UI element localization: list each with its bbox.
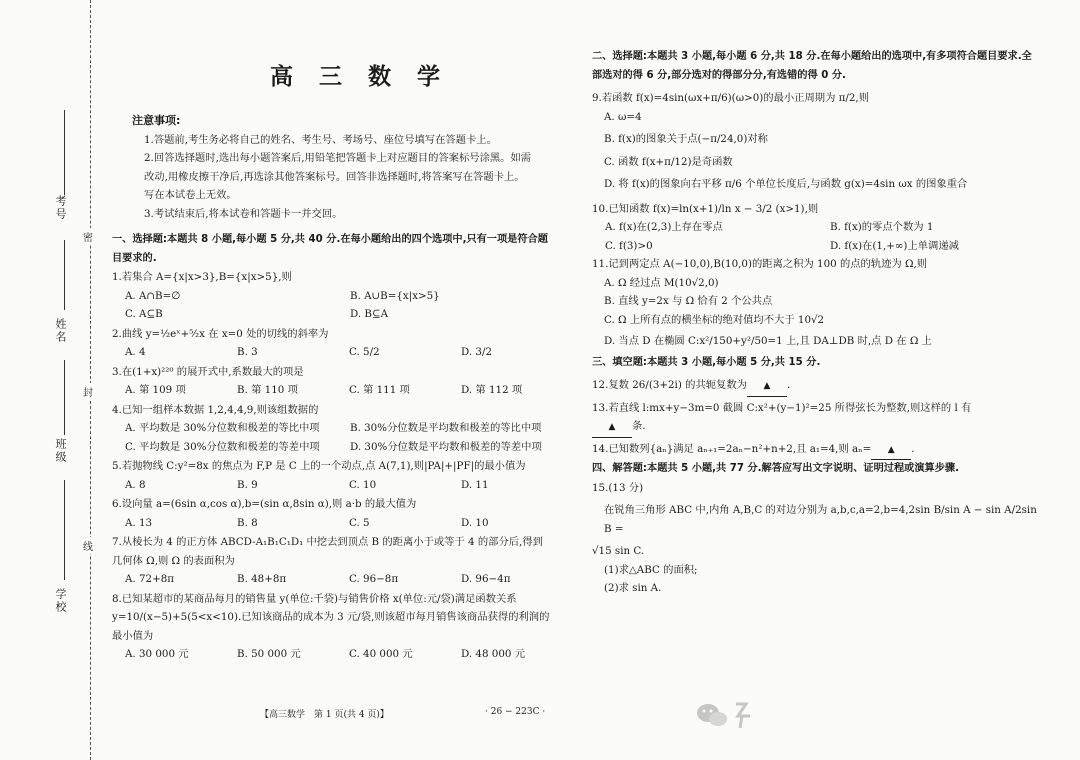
question-13: 13.若直线 l:mx+y−3m=0 截圆 C:x²+(y−1)²=25 所得弦长为整数,则这样的 l 有 bbox=[592, 401, 972, 414]
q12-text: 12.复数 26/(3+2i) 的共轭复数为 bbox=[592, 379, 747, 391]
q1-options bbox=[112, 287, 552, 306]
footer-page: 【高三数学 第 1 页(共 4 页)】 bbox=[260, 710, 389, 720]
left-column bbox=[112, 112, 552, 664]
q8-option: B. 50 000 元 bbox=[237, 648, 301, 660]
section-2-heading: 二、选择题:本题共 3 小题,每小题 6 分,共 18 分.在每小题给出的选项中,有多项符合题目要求.全部选对的得 6 分,部分选对的得部分分,有选错的得 0 分. bbox=[592, 51, 1032, 81]
answer-blank: ▲ bbox=[747, 377, 787, 397]
q10-option: A. f(x)在(2,3)上存在零点 bbox=[605, 221, 723, 233]
question-15-part1: (1)求△ABC 的面积; bbox=[604, 563, 698, 576]
q10-options bbox=[592, 218, 1037, 237]
question-5: 5.若抛物线 C:y²=8x 的焦点为 F,P 是 C 上的一个动点,点 A(7,1),则|PA|+|PF|的最小值为 bbox=[112, 460, 526, 472]
q2-option: A. 4 bbox=[125, 346, 146, 358]
q6-option: B. 8 bbox=[237, 516, 258, 529]
q5-option: C. 10 bbox=[349, 478, 377, 491]
q1-options bbox=[112, 305, 552, 324]
question-11: 11.记到两定点 A(−10,0),B(10,0)的距离之积为 100 的点的轨迹为 Ω,则 bbox=[592, 258, 928, 270]
q9-option: B. f(x)的图象关于点(−π/24,0)对称 bbox=[604, 133, 768, 145]
q3-option: D. 第 112 项 bbox=[461, 384, 523, 396]
question-6: 6.设向量 a=(6sin α,cos α),b=(sin α,8sin α),则 a·b 的最大值为 bbox=[112, 498, 417, 510]
seal-mark-mi: 密 bbox=[83, 228, 93, 245]
q9-option: C. 函数 f(x+π/12)是奇函数 bbox=[604, 155, 733, 168]
q1-option: B. A∪B={x|x>5} bbox=[350, 289, 440, 302]
q4-options bbox=[112, 419, 552, 438]
question-13-cont bbox=[592, 417, 1037, 438]
question-12: 12.复数 26/(3+2i) 的共轭复数为 ▲ . bbox=[592, 376, 1037, 397]
q7-option: D. 96−4π bbox=[461, 573, 511, 585]
question-3: 3.在(1+x)²²⁰ 的展开式中,系数最大的项是 bbox=[112, 365, 304, 378]
seal-mark-xian: 线 bbox=[83, 537, 93, 554]
q8-option: A. 30 000 元 bbox=[125, 648, 189, 660]
q3-option: C. 第 111 项 bbox=[349, 384, 410, 396]
exam-title: 高 三 数 学 bbox=[270, 64, 450, 90]
q10-option: C. f(3)>0 bbox=[605, 239, 653, 252]
question-7: 7.从棱长为 4 的正方体 ABCD-A₁B₁C₁D₁ 中挖去到顶点 B 的距离小于或等于 4 的部分后,得到几何体 Ω,则 Ω 的表面积为 bbox=[112, 536, 543, 567]
q11-option: C. Ω 上所有点的横坐标的绝对值均不大于 10√2 bbox=[604, 313, 825, 326]
q2-option: C. 5/2 bbox=[349, 346, 380, 358]
question-4: 4.已知一组样本数据 1,2,4,4,9,则该组数据的 bbox=[112, 403, 319, 416]
q5-option: A. 8 bbox=[125, 478, 146, 491]
q4-option: D. 30%分位数是平均数和极差的等差中项 bbox=[350, 440, 542, 453]
field-line-name bbox=[64, 240, 65, 310]
question-1: 1.若集合 A={x|x>3},B={x|x>5},则 bbox=[112, 271, 292, 283]
q6-options bbox=[112, 514, 552, 533]
q8-option: D. 48 000 元 bbox=[461, 648, 526, 660]
q8-option: C. 40 000 元 bbox=[349, 648, 413, 660]
notice-item: 1.答题前,考生务必将自己的姓名、考生号、考场号、座位号填写在答题卡上。 bbox=[144, 133, 497, 146]
q1-option: D. B⊆A bbox=[350, 308, 389, 320]
q2-option: B. 3 bbox=[237, 346, 258, 358]
field-line-class bbox=[64, 360, 65, 435]
q6-option: A. 13 bbox=[125, 516, 153, 529]
q9-option: A. ω=4 bbox=[604, 110, 642, 123]
seal-mark-feng: 封 bbox=[83, 383, 93, 400]
label-name: 姓名 bbox=[54, 318, 67, 344]
q1-option: A. A∩B=∅ bbox=[125, 289, 181, 302]
q4-option: A. 平均数是 30%分位数和极差的等比中项 bbox=[125, 422, 320, 434]
q3-options bbox=[112, 381, 552, 400]
q7-option: C. 96−8π bbox=[349, 573, 399, 585]
question-2: 2.曲线 y=½eˣ+⁵⁄₂x 在 x=0 处的切线的斜率为 bbox=[112, 327, 329, 340]
q5-options bbox=[112, 476, 552, 495]
q3-option: B. 第 110 项 bbox=[237, 384, 298, 396]
q4-option: B. 30%分位数是平均数和极差的等比中项 bbox=[350, 422, 542, 434]
q7-option: B. 48+8π bbox=[237, 573, 287, 585]
q7-option: A. 72+8π bbox=[125, 573, 175, 585]
notice-heading: 注意事项: bbox=[132, 114, 181, 127]
question-9: 9.若函数 f(x)=4sin(ωx+π/6)(ω>0)的最小正周期为 π/2,则 bbox=[592, 92, 869, 104]
q2-options bbox=[112, 343, 552, 362]
q11-option: B. 直线 y=2x 与 Ω 恰有 2 个公共点 bbox=[604, 295, 773, 307]
q11-option: A. Ω 经过点 M(10√2,0) bbox=[604, 276, 719, 289]
q14-text: 14.已知数列{aₙ}满足 aₙ₊₁=2aₙ−n²+n+2,且 a₁=4,则 aₙ= bbox=[592, 442, 872, 455]
field-line-exam-id bbox=[64, 110, 65, 195]
question-15-body2: √15 sin C. bbox=[592, 545, 645, 557]
q4-options bbox=[112, 438, 552, 457]
right-column bbox=[592, 48, 1037, 598]
label-exam-id: 考号 bbox=[54, 195, 67, 221]
q3-option: A. 第 109 项 bbox=[125, 384, 186, 396]
q6-option: C. 5 bbox=[349, 516, 370, 529]
q10-option: B. f(x)的零点个数为 1 bbox=[830, 221, 934, 233]
question-15-part2: (2)求 sin A. bbox=[604, 582, 662, 594]
q10-option: D. f(x)在(1,+∞)上单调递减 bbox=[830, 239, 959, 252]
label-school: 学校 bbox=[54, 588, 67, 614]
q6-option: D. 10 bbox=[461, 516, 489, 529]
q1-option: C. A⊆B bbox=[125, 308, 163, 320]
q2-option: D. 3/2 bbox=[461, 346, 493, 358]
notice-item: 2.回答选择题时,选出每小题答案后,用铅笔把答题卡上对应题目的答案标号涂黑。如需改动,用橡皮擦干净后,再选涂其他答案标号。回答非选择题时,将答案写在答题卡上。写在本试卷上无效。 bbox=[144, 152, 532, 201]
binding-margin bbox=[0, 0, 100, 760]
question-14: 14.已知数列{aₙ}满足 aₙ₊₁=2aₙ−n²+n+2,且 a₁=4,则 aₙ= ▲ . bbox=[592, 440, 1037, 461]
question-15-body: 在锐角三角形 ABC 中,内角 A,B,C 的对边分别为 a,b,c,a=2,b=4,2sin B/sin A − sin A/2sin B = bbox=[604, 504, 1037, 535]
q10-options bbox=[592, 237, 1037, 256]
section-3-heading: 三、填空题:本题共 3 小题,每小题 5 分,共 15 分. bbox=[592, 356, 821, 368]
answer-blank: ▲ bbox=[592, 418, 632, 438]
answer-blank: ▲ bbox=[871, 441, 911, 461]
q7-options bbox=[112, 570, 552, 589]
section-1-heading: 一、选择题:本题共 8 小题,每小题 5 分,共 40 分.在每小题给出的四个选项中,只有一项是符合题目要求的. bbox=[112, 234, 548, 264]
seal-line bbox=[90, 0, 91, 760]
wechat-watermark-icon bbox=[694, 698, 764, 732]
q5-option: B. 9 bbox=[237, 478, 258, 491]
notice-item: 3.考试结束后,将本试卷和答题卡一并交回。 bbox=[144, 207, 343, 220]
label-class: 班级 bbox=[54, 438, 67, 464]
q13-tail: 条. bbox=[632, 420, 646, 432]
left-questions bbox=[112, 268, 552, 664]
question-10: 10.已知函数 f(x)=ln(x+1)/ln x − 3/2 (x>1),则 bbox=[592, 202, 819, 215]
question-8: 8.已知某超市的某商品每月的销售量 y(单位:千袋)与销售价格 x(单位:元/袋)满足函数关系 y=10/(x−5)+5(5<x<10).已知该商品的成本为 3 元/袋,则该超市每月销售该商品获得的利润的最小值为 bbox=[112, 592, 550, 642]
section-4-heading: 四、解答题:本题共 5 小题,共 77 分.解答应写出文字说明、证明过程或演算步骤. bbox=[592, 463, 959, 474]
notice-block bbox=[112, 112, 532, 223]
q5-option: D. 11 bbox=[461, 478, 489, 491]
q11-option: D. 当点 D 在椭圆 C:x²/150+y²/50=1 上,且 DA⊥DB 时,点 D 在 Ω 上 bbox=[604, 335, 932, 347]
footer-code: · 26 − 223C · bbox=[485, 707, 546, 717]
q9-option: D. 将 f(x)的图象向右平移 π/6 个单位长度后,与函数 g(x)=4sin ωx 的图象重合 bbox=[604, 178, 968, 190]
field-line-school bbox=[64, 480, 65, 580]
question-15-head: 15.(13 分) bbox=[592, 481, 644, 494]
q4-option: C. 平均数是 30%分位数和极差的等差中项 bbox=[125, 440, 320, 453]
q8-options bbox=[112, 645, 552, 664]
